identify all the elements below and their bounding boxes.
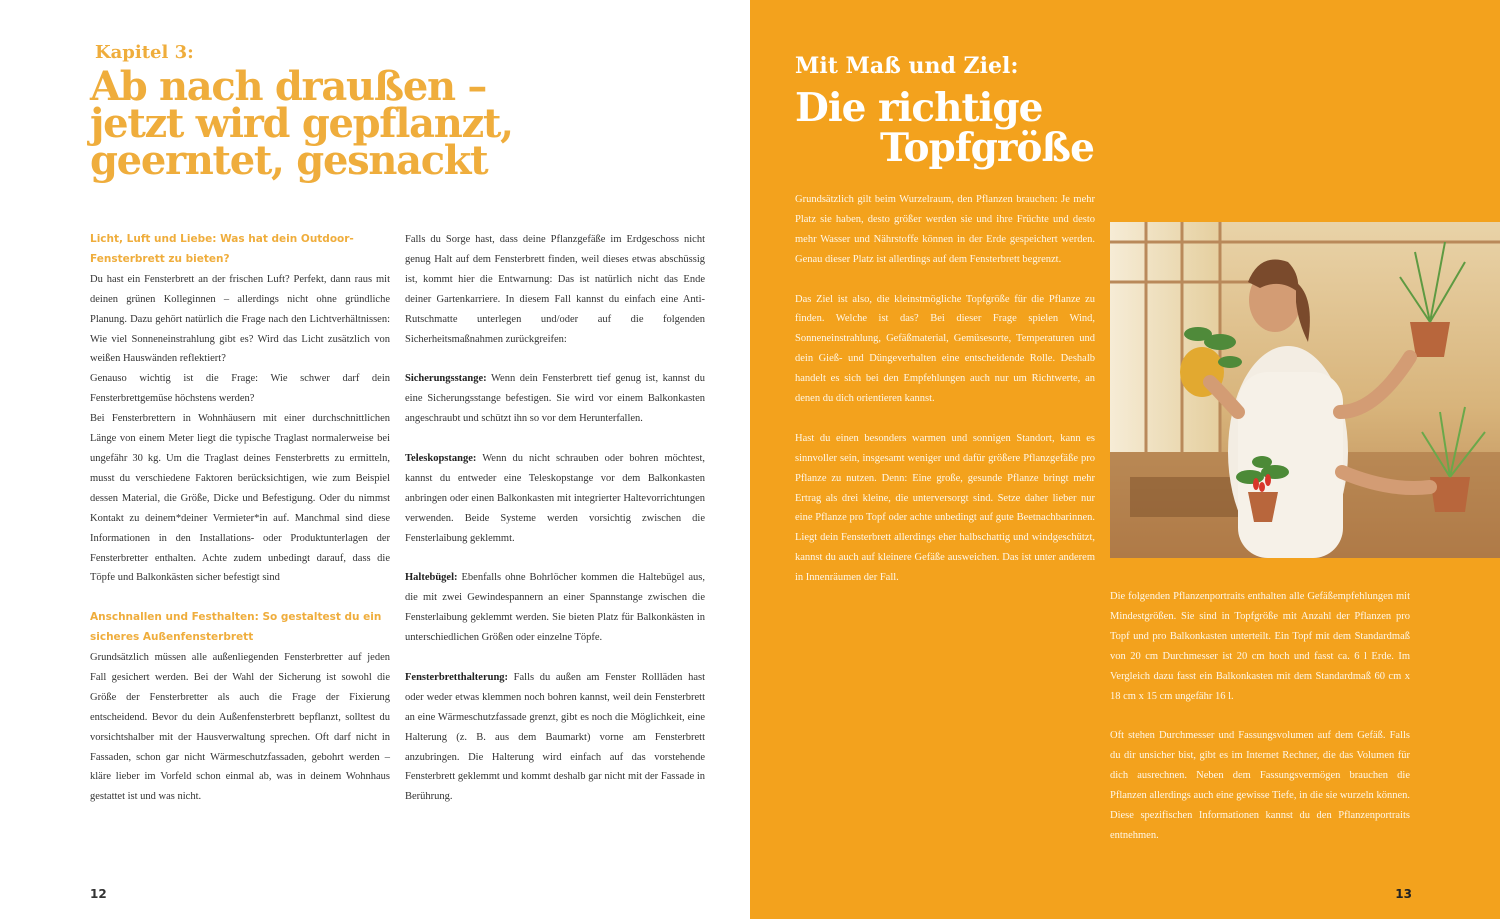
term: Teleskopstange: [405,452,477,464]
page-number-right: 13 [1395,887,1412,901]
left-column-2 [405,230,705,807]
section-title-line-2: Topfgröße [880,125,1094,171]
paragraph: Grundsätzlich müssen alle außenliegenden Fensterbretter auf jeden Fall gesichert werden. Bei der Wahl der Sicherung ist sowohl die Größe der Fensterbretter als auch die Frage der Fixierung entscheidend. Bevor du dein Außenfensterbrett bepflanzt, solltest du vorsichtshalber mit der Hausverwaltung sprechen. Oft darf nicht in Fassaden, schon gar nicht Wärmeschutzfassaden, gebohrt werden – kläre lieber im Vorfeld schon einmal ab, was in deinem Wohnhaus gestattet ist und was nicht. [90,652,390,803]
paragraph: Falls du Sorge hast, dass deine Pflanzgefäße im Erdgeschoss nicht genug Halt auf dem Fensterbrett finden, weil dieses etwas abschüssig ist, kommt hier die Entwarnung: Das ist natürlich nicht das Ende deiner Gartenkarriere. In diesem Fall kannst du einfach eine Anti-Rutschmatte unterlegen und/oder auf die folgenden Sicherheitsmaßnahmen zurückgreifen: [405,234,705,345]
term: Haltebügel: [405,572,458,584]
paragraph: Bei Fensterbrettern in Wohnhäusern mit einer durchschnittlichen Länge von einem Meter liegt die typische Traglast normalerweise bei ungefähr 30 kg. Um die Traglast deines Fensterbretts zu ermitteln, musst du verschiedene Faktoren berücksichtigen, wie zum Beispiel dessen Material, die Größe, Dicke und Befestigung. Oder du nimmst Kontakt zu deinem*deiner Vermieter*in auf. Manchmal sind diese Informationen in den Installations- oder Produktunterlagen der Fensterbretter enthalten. Achte zudem unbedingt darauf, dass die Töpfe und Balkonkästen sicher befestigt sind [90,413,390,584]
paragraph: Das Ziel ist also, die kleinstmögliche Topfgröße für die Pflanze zu finden. Welche ist das? Bei dieser Frage spielen Wind, Sonneneinstrahlung, Gefäßmaterial, Gemüsesorte, Temperaturen und dein Gieß- und Düngeverhalten eine entscheidende Rolle. Deshalb handelt es sich bei den Empfehlungen auch nur um Richtwerte, an denen du dich orientieren kannst. [795,293,1095,405]
chapter-label: Kapitel 3: [95,42,194,63]
photo-woman-with-plants [1110,222,1500,558]
paragraph: Oft stehen Durchmesser und Fassungsvolumen auf dem Gefäß. Falls du dir unsicher bist, gibt es im Internet Rechner, die das Volumen für dich ausrechnen. Neben dem Fassungsvermögen brauchen die Pflanzen allerdings auch eine gewisse Tiefe, in die sie wurzeln können. Diese spezifischen Informationen kannst du den Pflanzenportraits entnehmen. [1110,730,1410,841]
right-column-1 [795,190,1095,588]
bullet-fensterbretthalterung: Fensterbretthalterung: Falls du außen am Fenster Rollläden hast oder weder etwas klemmen noch bohren kannst, weil dein Fensterbrett an eine Wärmeschutzfassade grenzt, gibt es noch die Möglichkeit, eine Halterung (z. B. aus dem Baumarkt) vorne am Fensterbrett anzubringen. Die Halterung wird einfach auf das vorstehende Fensterbrett geklemmt und kommt deshalb gar nicht mit der Fassade in Berührung. [405,671,705,803]
paragraph: Grundsätzlich gilt beim Wurzelraum, den Pflanzen brauchen: Je mehr Platz sie haben, desto größer werden sie und ihre Früchte und desto mehr Wasser und Nährstoffe können in der Erde gespeichert werden. Genau dieser Platz ist allerdings auf dem Fensterbrett begrenzt. [795,194,1095,265]
bullet-haltebuegel: Haltebügel: Ebenfalls ohne Bohrlöcher kommen die Haltebügel aus, die mit zwei Gewindespannern an einer Spannstange zwischen die Fensterlaibung geklemmt werden. Sie bieten Platz für Balkonkästen in unterschiedlichen Größen oder einzelne Töpfe. [405,572,705,644]
bullet-teleskopstange: Teleskopstange: Wenn du nicht schrauben oder bohren möchtest, kannst du entweder eine Teleskopstange vor dem Balkonkasten anbringen oder einen Balkonkasten mit integrierter Haltevorrichtungen verwenden. Beide Systeme werden vorsichtig zwischen die Fensterlaibung geklemmt. [405,452,705,544]
chapter-title-line-3: geerntet, gesnackt [90,137,488,184]
paragraph: Du hast ein Fensterbrett an der frischen Luft? Perfekt, dann raus mit deinen grünen Kolleginnen – allerdings nicht ohne gründliche Planung. Dazu gehört natürlich die Frage nach den Lichtverhältnissen: Wie viel Sonneneinstrahlung gibt es? Wird das Licht zusätzlich von weißen Hauswänden reflektiert? [90,273,390,365]
right-column-2 [1110,587,1410,846]
term: Fensterbretthalterung: [405,671,509,683]
paragraph: Hast du einen besonders warmen und sonnigen Standort, kann es sinnvoller sein, insgesamt weniger und dafür größere Pflanzgefäße pro Pflanze zu nutzen. Denn: Eine große, gesunde Pflanze bringt mehr Ertrag als drei kleine, die unterversorgt sind. Setze daher lieber nur eine Pflanze pro Topf oder achte unbedingt auf gute Beetnachbarinnen. Liegt dein Fensterbrett allerdings eher halbschattig und windgeschützt, kannst du auch auf kleinere Gefäße ausweichen. Das ist unter anderem in Innenräumen der Fall. [795,432,1095,584]
section-kicker: Mit Maß und Ziel: [795,53,1019,79]
left-column-1 [90,230,390,807]
chapter-title [90,63,530,184]
paragraph: Genauso wichtig ist die Frage: Wie schwer darf dein Fensterbrettgemüse höchstens werden? [90,373,390,405]
section-heading-light: Licht, Luft und Liebe: Was hat dein Outdoor-Fensterbrett zu bieten? [90,233,354,265]
bullet-sicherungsstange: Sicherungsstange: Wenn dein Fensterbrett tief genug ist, kannst du eine Sicherungsstange befestigen. Sie wird vor einem Balkonkasten angeschraubt und schützt ihn so vor dem Herunterfallen. [405,373,705,425]
section-title-line-1: Die richtige [795,85,1043,131]
section-title [795,85,1095,171]
right-page [750,0,1500,919]
term: Sicherungsstange: [405,373,487,385]
section-heading-safety: Anschnallen und Festhalten: So gestaltest du ein sicheres Außenfensterbrett [90,611,382,644]
chapter-title-line-2: jetzt wird gepflanzt, [90,100,513,147]
page-number-left: 12 [90,887,107,901]
chapter-title-line-1: Ab nach draußen – [90,63,487,110]
paragraph: Die folgenden Pflanzenportraits enthalten alle Gefäßempfehlungen mit Mindestgrößen. Sie sind in Topfgröße mit Anzahl der Pflanzen pro Topf und pro Balkonkasten unterteilt. Ein Topf mit dem Standardmaß von 20 cm Durchmesser ist 20 cm hoch und fasst ca. 6 l Erde. Im Vergleich dazu fasst ein Balkonkasten mit dem Standardmaß 60 cm x 18 cm x 15 cm ungefähr 16 l. [1110,591,1410,702]
